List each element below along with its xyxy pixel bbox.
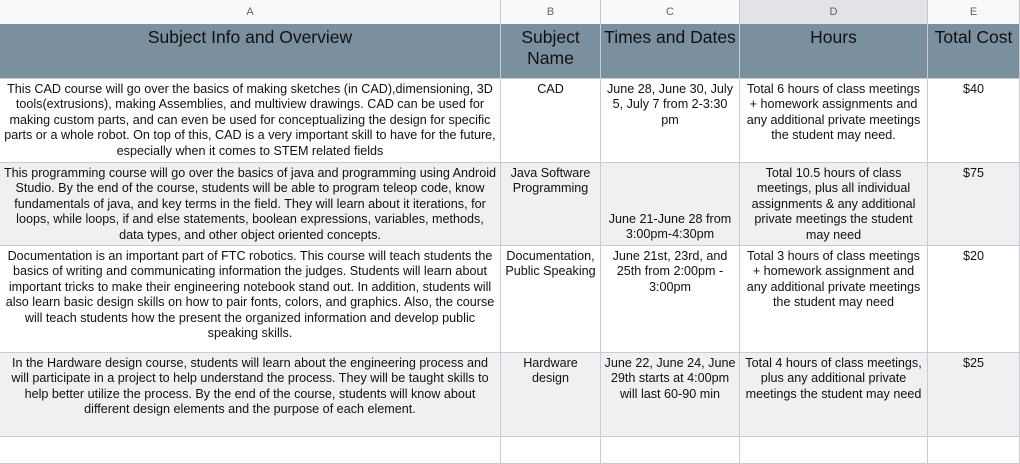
cell-overview[interactable]: Documentation is an important part of FTC robotics. This course will teach students the basics of writing and communicating information the judges. Students will learn about important tricks to make their engineering notebook stand out. In addition, students will also learn basic design skills on how to pair fonts, colors, and graphics. Also, the course will teach students how the present the organized information and develop public speaking skills.	[0, 246, 501, 353]
header-cell-cost[interactable]: Total Cost	[928, 24, 1020, 79]
column-header-e[interactable]: E	[928, 0, 1020, 24]
header-cell-overview[interactable]: Subject Info and Overview	[0, 24, 501, 79]
table-row	[0, 79, 1020, 163]
cell-hours[interactable]: Total 6 hours of class meetings + homework assignments and any additional private meetings the student may need.	[740, 79, 928, 163]
cell-cost[interactable]: $40	[928, 79, 1020, 163]
cell-hours[interactable]: Total 4 hours of class meetings, plus any additional private meetings the student may need	[740, 353, 928, 437]
cell-subject-name[interactable]: Java Software Programming	[501, 163, 601, 246]
cell-subject-name[interactable]: CAD	[501, 79, 601, 163]
cell-times[interactable]: June 22, June 24, June 29th starts at 4:00pm will last 60-90 min	[601, 353, 740, 437]
table-row	[0, 163, 1020, 246]
cell-subject-name[interactable]: Hardware design	[501, 353, 601, 437]
table-row	[0, 246, 1020, 353]
table-row	[0, 353, 1020, 437]
cell-cost[interactable]: $20	[928, 246, 1020, 353]
cell-times[interactable]: June 21-June 28 from 3:00pm-4:30pm	[601, 163, 740, 246]
cell-cost[interactable]: $75	[928, 163, 1020, 246]
column-header-c[interactable]: C	[601, 0, 740, 24]
empty-cell[interactable]	[501, 437, 601, 464]
column-header-b[interactable]: B	[501, 0, 601, 24]
column-header-d[interactable]: D	[740, 0, 928, 24]
empty-cell[interactable]	[740, 437, 928, 464]
empty-cell[interactable]	[928, 437, 1020, 464]
cell-overview[interactable]: This CAD course will go over the basics of making sketches (in CAD),dimensioning, 3D tools(extrusions), making Assemblies, and multiview drawings. CAD can be used for making custom parts, and can even be used for conceptualizing the design for specific parts or a whole robot. On top of this, CAD is a very important skill to have for the future, especially when it comes to STEM related fields	[0, 79, 501, 163]
cell-times[interactable]: June 28, June 30, July 5, July 7 from 2-3:30 pm	[601, 79, 740, 163]
empty-cell[interactable]	[0, 437, 501, 464]
cell-cost[interactable]: $25	[928, 353, 1020, 437]
cell-subject-name[interactable]: Documentation, Public Speaking	[501, 246, 601, 353]
cell-overview[interactable]: This programming course will go over the basics of java and programming using Android Studio. By the end of the course, students will be able to program teleop code, know fundamentals of java, and key terms in the field. They will learn about it iterations, for loops, while loops, if and else statements, boolean expressions, variables, methods, data types, and other object oriented concepts.	[0, 163, 501, 246]
header-cell-hours[interactable]: Hours	[740, 24, 928, 79]
cell-times[interactable]: June 21st, 23rd, and 25th from 2:00pm - 3:00pm	[601, 246, 740, 353]
header-row	[0, 24, 1020, 79]
empty-row	[0, 437, 1020, 464]
cell-hours[interactable]: Total 3 hours of class meetings + homework assignment and any additional private meetings the student may need	[740, 246, 928, 353]
cell-hours[interactable]: Total 10.5 hours of class meetings, plus all individual assignments & any additional private meetings the student may need	[740, 163, 928, 246]
cell-overview[interactable]: In the Hardware design course, students will learn about the engineering process and will participate in a project to help understand the process. They will be taught skills to help better utilize the process. By the end of the course, students will know about different design elements and the purpose of each element.	[0, 353, 501, 437]
column-header-bar	[0, 0, 1020, 25]
column-header-a[interactable]: A	[0, 0, 501, 24]
empty-cell[interactable]	[601, 437, 740, 464]
header-cell-times[interactable]: Times and Dates	[601, 24, 740, 79]
header-cell-name[interactable]: Subject Name	[501, 24, 601, 79]
